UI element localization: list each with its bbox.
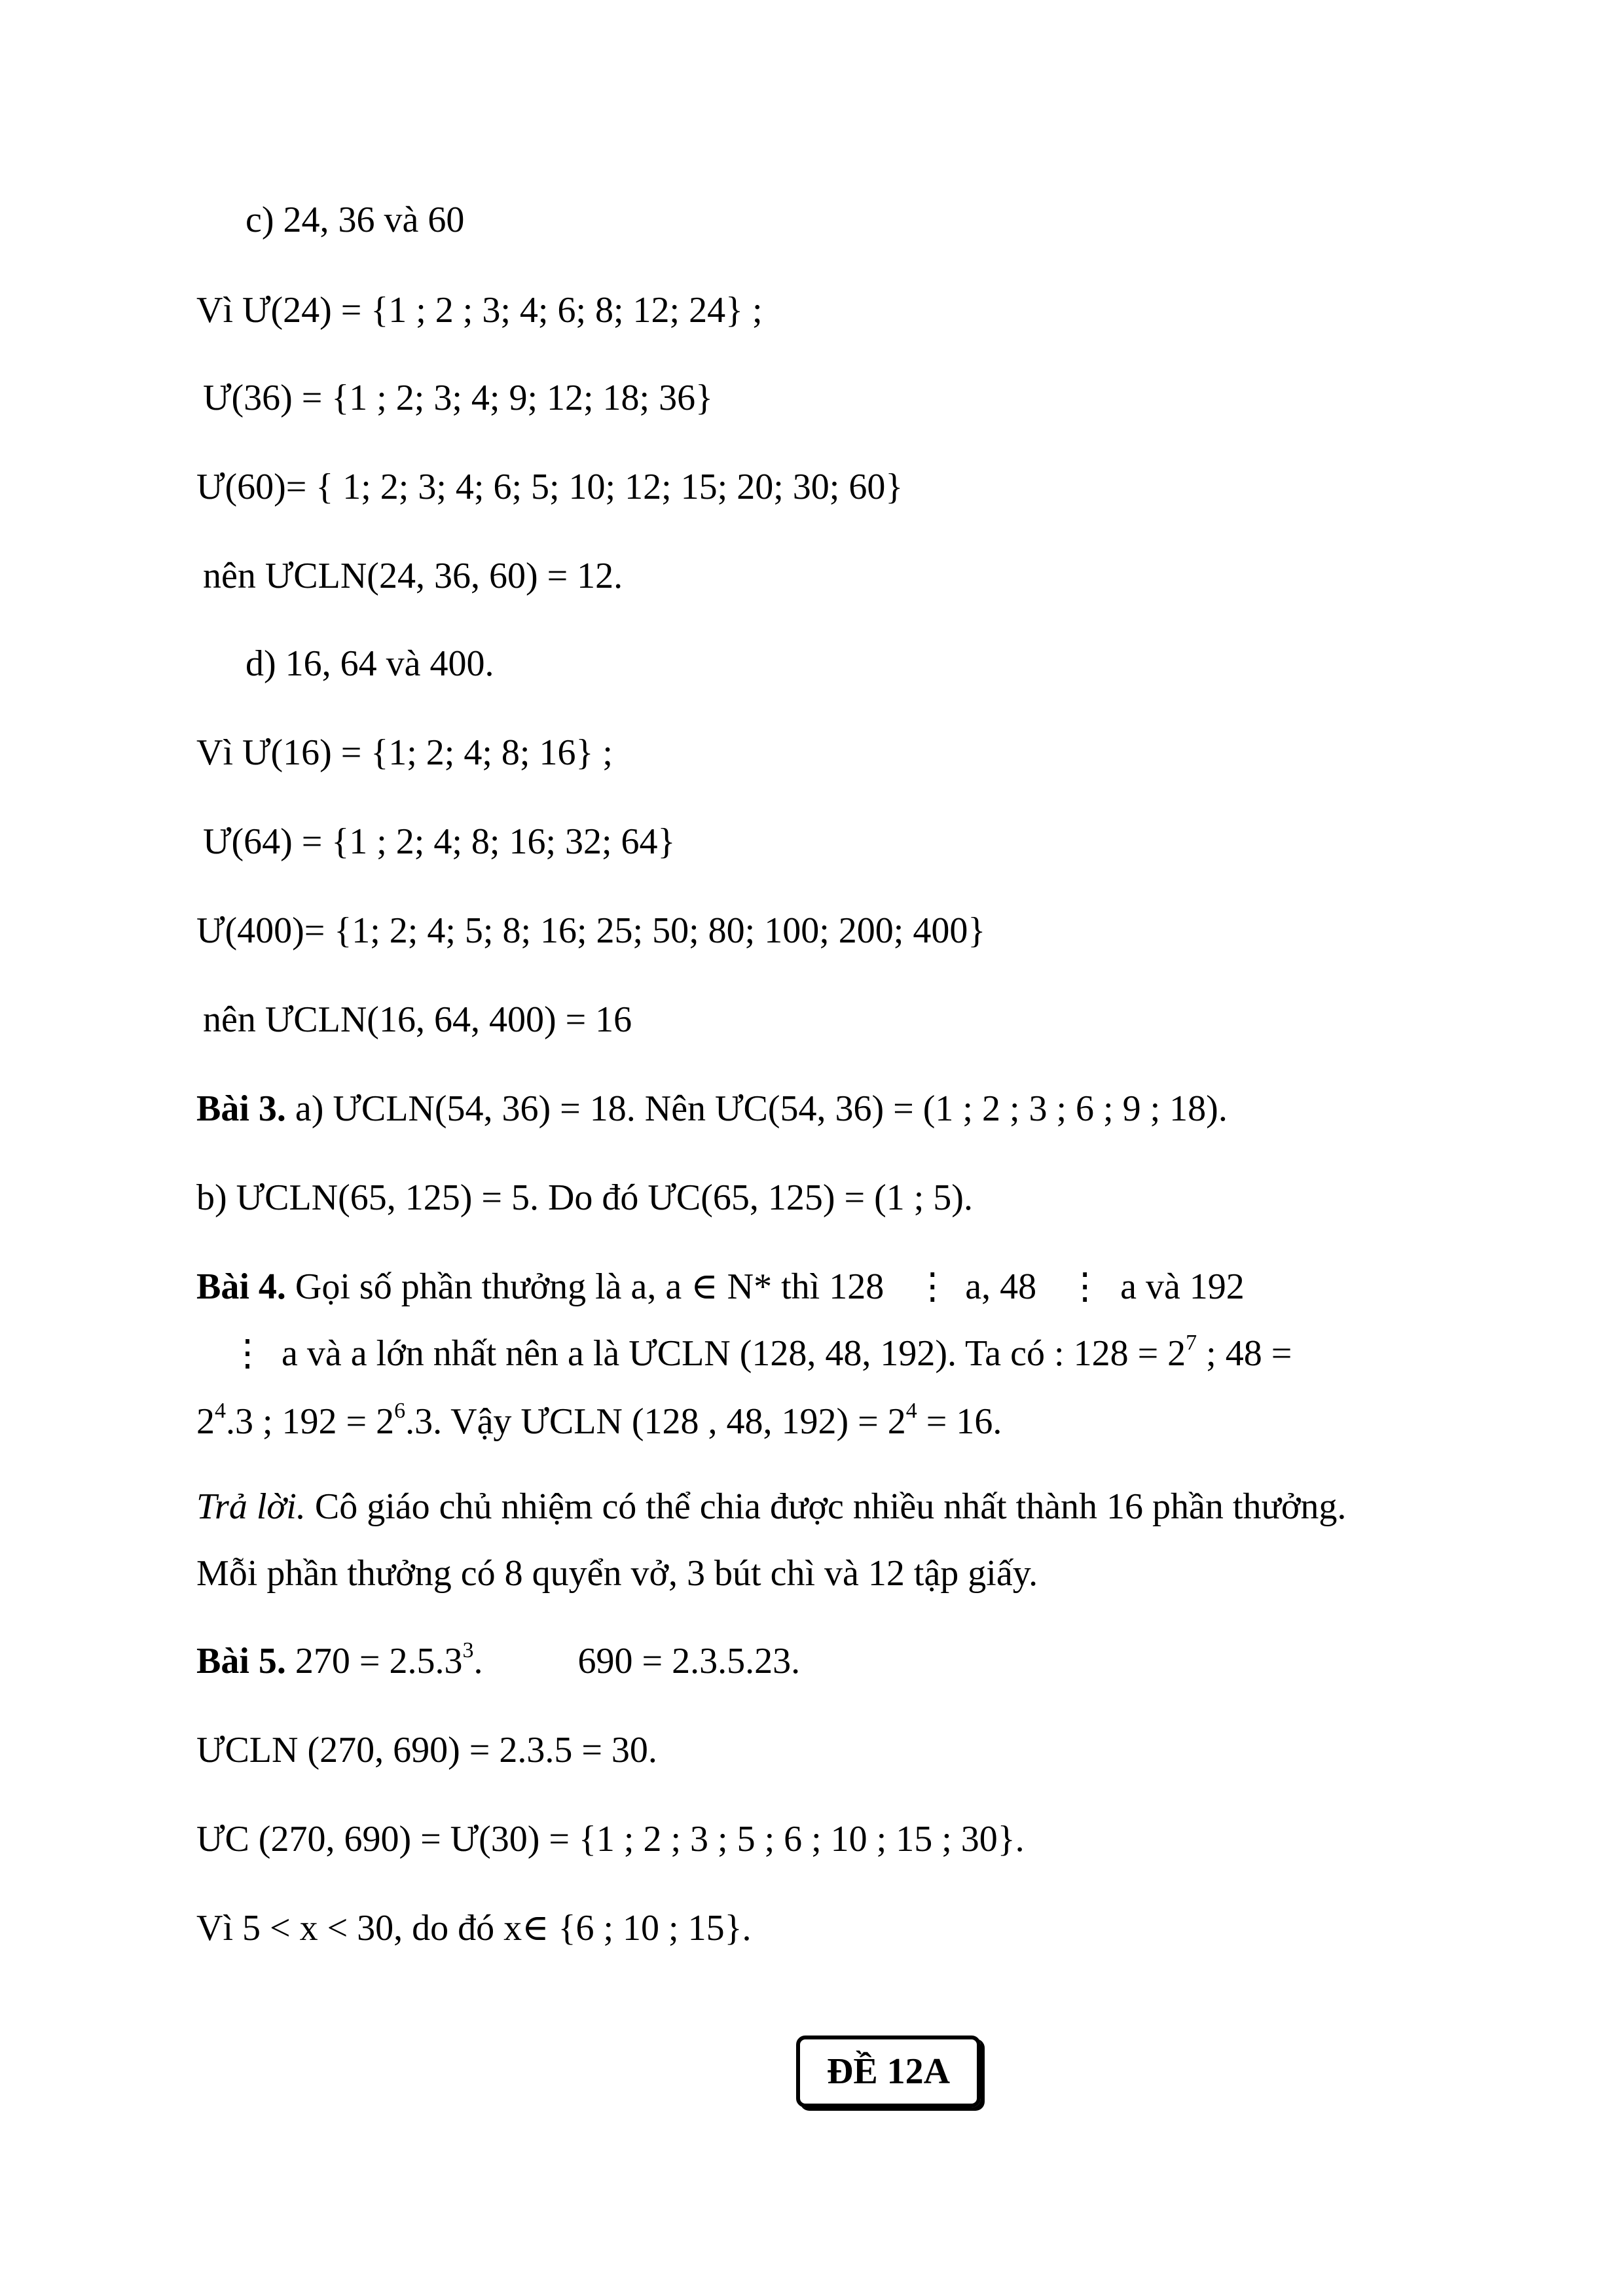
divides-symbol: ⋮ [1067,1266,1104,1307]
divides-symbol: ⋮ [229,1333,266,1374]
bai5-line-3: ƯC (270, 690) = Ư(30) = {1 ; 2 ; 3 ; 5 ; 6 ; 10 ; 15 ; 30}. [196,1819,1025,1859]
bai4-answer-line-2: Mỗi phần thưởng có 8 quyển vở, 3 bút chì và 12 tập giấy. [196,1553,1038,1594]
bai4-answer-line-1: Trả lời. Cô giáo chủ nhiệm có thể chia được nhiều nhất thành 16 phần thưởng. [196,1486,1347,1527]
part-c-title: c) 24, 36 và 60 [246,200,465,240]
bai5-line-1: Bài 5. $270 = 2.5.3^3$. 690 = 2.3.5.23. [196,1638,801,1681]
bai3-line-b: b) ƯCLN(65, 125) = 5. Do đó ƯC(65, 125) = (1 ; 5). [196,1177,973,1218]
bai4-line-3: $2^4.3$ ; $192 = 2^6.3$. Vậy ƯCLN (128 , 48, $192) = 2^4 = 16$. [196,1399,1002,1442]
bai5-line-4: Vì 5 < x < 30, do đó x∈ {6 ; 10 ; 15}. [196,1908,752,1948]
part-c-divisors-24: Vì Ư(24) = {1 ; 2 ; 3; 4; 6; 8; 12; 24} ; [196,290,763,331]
bai4-line-1: Bài 4. Gọi số phần thưởng là a, a ∈ N* thì 128 ⋮ a, 48 ⋮ a và 192 [196,1266,1245,1307]
bai5-line-2: ƯCLN (270, 690) = 2.3.5 = 30. [196,1730,657,1770]
bai3-label: Bài 3. [196,1088,286,1129]
part-c-divisors-60: Ư(60)= { 1; 2; 3; 4; 6; 5; 10; 12; 15; 20; 30; 60} [196,467,903,507]
part-d-divisors-64: Ư(64) = {1 ; 2; 4; 8; 16; 32; 64} [203,821,676,862]
bai4-line-2: ⋮ a và a lớn nhất nên a là ƯCLN (128, 48, 192). Ta có : $128 = 2^7$ ; 48 = [229,1331,1292,1374]
part-c-divisors-36: Ư(36) = {1 ; 2; 3; 4; 9; 12; 18; 36} [203,378,713,418]
part-d-result: nên ƯCLN(16, 64, 400) = 16 [203,999,632,1040]
answer-label: Trả lời. [196,1486,306,1527]
part-c-result: nên ƯCLN(24, 36, 60) = 12. [203,556,623,596]
exam-title: ĐỀ 12A [826,2051,951,2092]
divides-symbol: ⋮ [914,1266,951,1307]
exam-title-box [796,2036,981,2108]
bai3-line-a: Bài 3. a) ƯCLN(54, 36) = 18. Nên ƯC(54, 36) = (1 ; 2 ; 3 ; 6 ; 9 ; 18). [196,1088,1228,1129]
part-d-divisors-400: Ư(400)= {1; 2; 4; 5; 8; 16; 25; 50; 80; 100; 200; 400} [196,910,986,951]
part-d-divisors-16: Vì Ư(16) = {1; 2; 4; 8; 16} ; [196,732,613,773]
bai4-label: Bài 4. [196,1266,286,1307]
bai5-label: Bài 5. [196,1641,286,1681]
part-d-title: d) 16, 64 và 400. [246,643,494,684]
